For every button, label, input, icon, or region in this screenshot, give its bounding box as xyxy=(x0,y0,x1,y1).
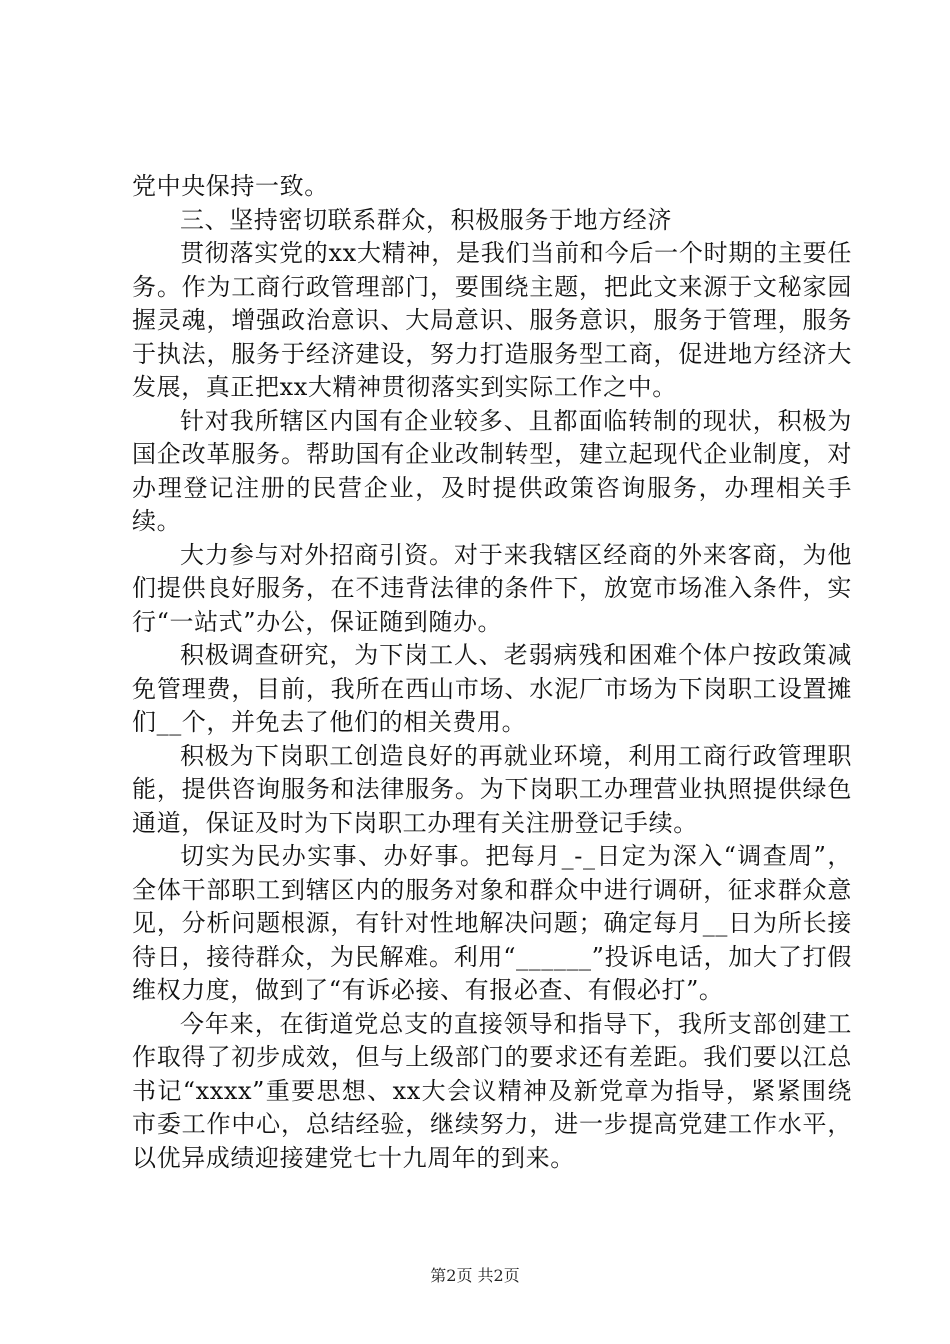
paragraph-continuation: 党中央保持一致。 xyxy=(132,172,329,200)
page-number-footer: 第2页 共2页 xyxy=(430,1266,520,1285)
paragraph: 贯彻落实党的xx大精神，是我们当前和今后一个时期的主要任务。作为工商行政管理部门，要围绕主题，把此文来源于文秘家园握灵魂，增强政治意识、大局意识、服务意识，服务于管理，服务于执法，服务于经济建设，努力打造服务型工商，促进地方经济大发展，真正把xx大精神贯彻落实到实际工作之中。 xyxy=(132,239,852,401)
paragraph: 切实为民办实事、办好事。把每月_-_日定为深入“调查周”，全体干部职工到辖区内的服务对象和群众中进行调研，征求群众意见，分析问题根源，有针对性地解决问题；确定每月__日为所长接待日，接待群众，为民解难。利用“______”投诉电话，加大了打假维权力度，做到了“有诉必接、有报必查、有假必打”。 xyxy=(132,842,852,1004)
paragraph: 积极为下岗职工创造良好的再就业环境，利用工商行政管理职能，提供咨询服务和法律服务。为下岗职工办理营业执照提供绿色通道，保证及时为下岗职工办理有关注册登记手续。 xyxy=(132,741,852,837)
paragraph: 今年来，在街道党总支的直接领导和指导下，我所支部创建工作取得了初步成效，但与上级部门的要求还有差距。我们要以江总书记“xxxx”重要思想、xx大会议精神及新党章为指导，紧紧围绕市委工作中心，总结经验，继续努力，进一步提高党建工作水平，以优异成绩迎接建党七十九周年的到来。 xyxy=(132,1009,852,1172)
document-body xyxy=(132,170,852,1175)
paragraph: 大力参与对外招商引资。对于来我辖区经商的外来客商，为他们提供良好服务，在不违背法律的条件下，放宽市场准入条件，实行“一站式”办公，保证随到随办。 xyxy=(132,540,852,636)
paragraph: 积极调查研究，为下岗工人、老弱病残和困难个体户按政策减免管理费，目前，我所在西山市场、水泥厂市场为下岗职工设置摊们__个，并免去了他们的相关费用。 xyxy=(132,641,852,736)
section-heading: 三、坚持密切联系群众，积极服务于地方经济 xyxy=(180,205,672,234)
paragraph: 针对我所辖区内国有企业较多、且都面临转制的现状，积极为国企改革服务。帮助国有企业改制转型，建立起现代企业制度，对办理登记注册的民营企业，及时提供政策咨询服务，办理相关手续。 xyxy=(132,406,852,535)
